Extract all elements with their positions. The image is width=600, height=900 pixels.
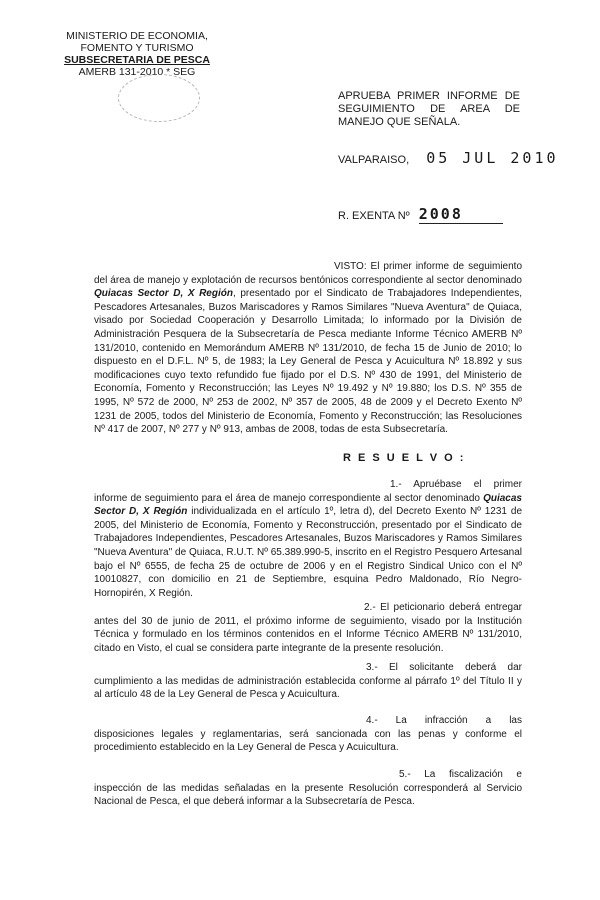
- visto-rest: , presentado por el Sindicato de Trabajadores Independientes, Pescadores Artesanales, Buzos Mariscadores y Ramos Similares "Nueva Aventura" de Quiaca, visado por Sociedad Cooperación y Desarrollo Limitada; lo informado por la División de Administración Pesquera de la Subsecretaría de Pesca mediante Informe Técnico AMERB Nº 131/2010, contenido en Memorándum AMERB Nº 131/2010, de fecha 15 de Junio de 2010; lo dispuesto en el D.F.L. Nº 5, de 1983; la Ley General de Pesca y Acuicultura Nº 18.892 y sus modificaciones cuyo texto refundido fue fijado por el D.S. Nº 430 de 1991, del Ministerio de Economía, Fomento y Reconstrucción; las Leyes Nº 19.492 y Nº 19.880; los D.S. Nº 355 de 1995, Nº 572 de 2000, Nº 253 de 2002, Nº 357 de 2005, 48 de 2009 y el Decreto Exento Nº 1231 de 2005, todos del Ministerio de Economía, Fomento y Reconstrucción; las Resoluciones Nº 417 de 2007, Nº 277 y Nº 913, ambas de 2008, todas de esta Subsecretaría.: [94, 288, 522, 436]
- item-1-sector: Quiacas Sector D, X Región: [94, 492, 522, 518]
- file-reference: AMERB 131-2010 * SEG: [78, 66, 196, 78]
- letterhead: [62, 30, 212, 78]
- resolution-summary: APRUEBA PRIMER INFORME DE SEGUIMIENTO DE AREA DE MANEJO QUE SEÑALA.: [338, 90, 520, 128]
- item-1-lead: 1.- Apruébase el primer informe de seguimiento para el área de manejo correspondiente al sector denominado: [94, 479, 522, 504]
- resuelvo-item-1: [94, 478, 522, 600]
- office-stamp: [118, 74, 200, 122]
- resuelvo-item-4: 4.- La infracción a las disposiciones legales y reglamentarias, será sancionada con las penas y conforme el procedimiento establecido en la Ley General de Pesca y Acuicultura.: [94, 715, 522, 754]
- ministry-name: MINISTERIO DE ECONOMIA,: [66, 30, 208, 42]
- resuelvo-item-2: 2.- El peticionario deberá entregar antes del 30 de junio de 2011, el próximo informe de seguimiento, visado por la Institución Técnica y formulado en los términos contenidos en el Informe Técnico AMERB Nº 131/2010, citado en Visto, el cual se considera parte integrante de la presente resolución.: [94, 602, 522, 654]
- place-date: [338, 149, 559, 167]
- ministry-subtitle: FOMENTO Y TURISMO: [80, 42, 194, 54]
- visto-lead: VISTO: El primer informe de seguimiento del área de manejo y explotación de recursos bentónicos correspondiente al sector denominado: [94, 261, 522, 286]
- resuelvo-item-5: 5.- La fiscalización e inspección de las medidas señaladas en la presente Resolución corresponderá al Servicio Nacional de Pesca, el que deberá informar a la Subsecretaría de Pesca.: [94, 769, 522, 808]
- resuelvo-item-3: 3.- El solicitante deberá dar cumplimiento a las medidas de administración establecida conforme al párrafo 1º del Título II y al artículo 48 de la Ley General de Pesca y Acuicultura.: [94, 662, 522, 701]
- subsecretaria-name: SUBSECRETARIA DE PESCA: [64, 54, 210, 66]
- exenta-line: [338, 205, 503, 224]
- place-label: VALPARAISO,: [338, 154, 410, 166]
- resuelvo-heading: R E S U E L V O :: [343, 452, 466, 464]
- visto-sector: Quiacas Sector D, X Región: [94, 288, 233, 300]
- exenta-label: R. EXENTA Nº: [338, 210, 410, 222]
- visto-paragraph: [94, 260, 522, 437]
- item-1-rest: individualizada en el artículo 1º, letra d), del Decreto Exento Nº 1231 de 2005, del Ministerio de Economía, Fomento y Reconstrucción, presentado por el Sindicato de Trabajadores Independientes, Pescadores Artesanales, Buzos Mariscadores y Ramos Similares "Nueva Aventura" de Quiaca, R.U.T. Nº 65.389.990-5, inscrito en el Registro Pesquero Artesanal bajo el Nº 6555, de fecha 25 de octubre de 2006 y en el Registro Sindical Unico con el Nº 10010827, con domicilio en 21 de Septiembre, esquina Pedro Maldonado, Río Negro-Hornopirén, X Región.: [94, 506, 523, 599]
- date-stamp: 05 JUL 2010: [426, 149, 559, 167]
- exenta-number: 2008: [419, 205, 503, 224]
